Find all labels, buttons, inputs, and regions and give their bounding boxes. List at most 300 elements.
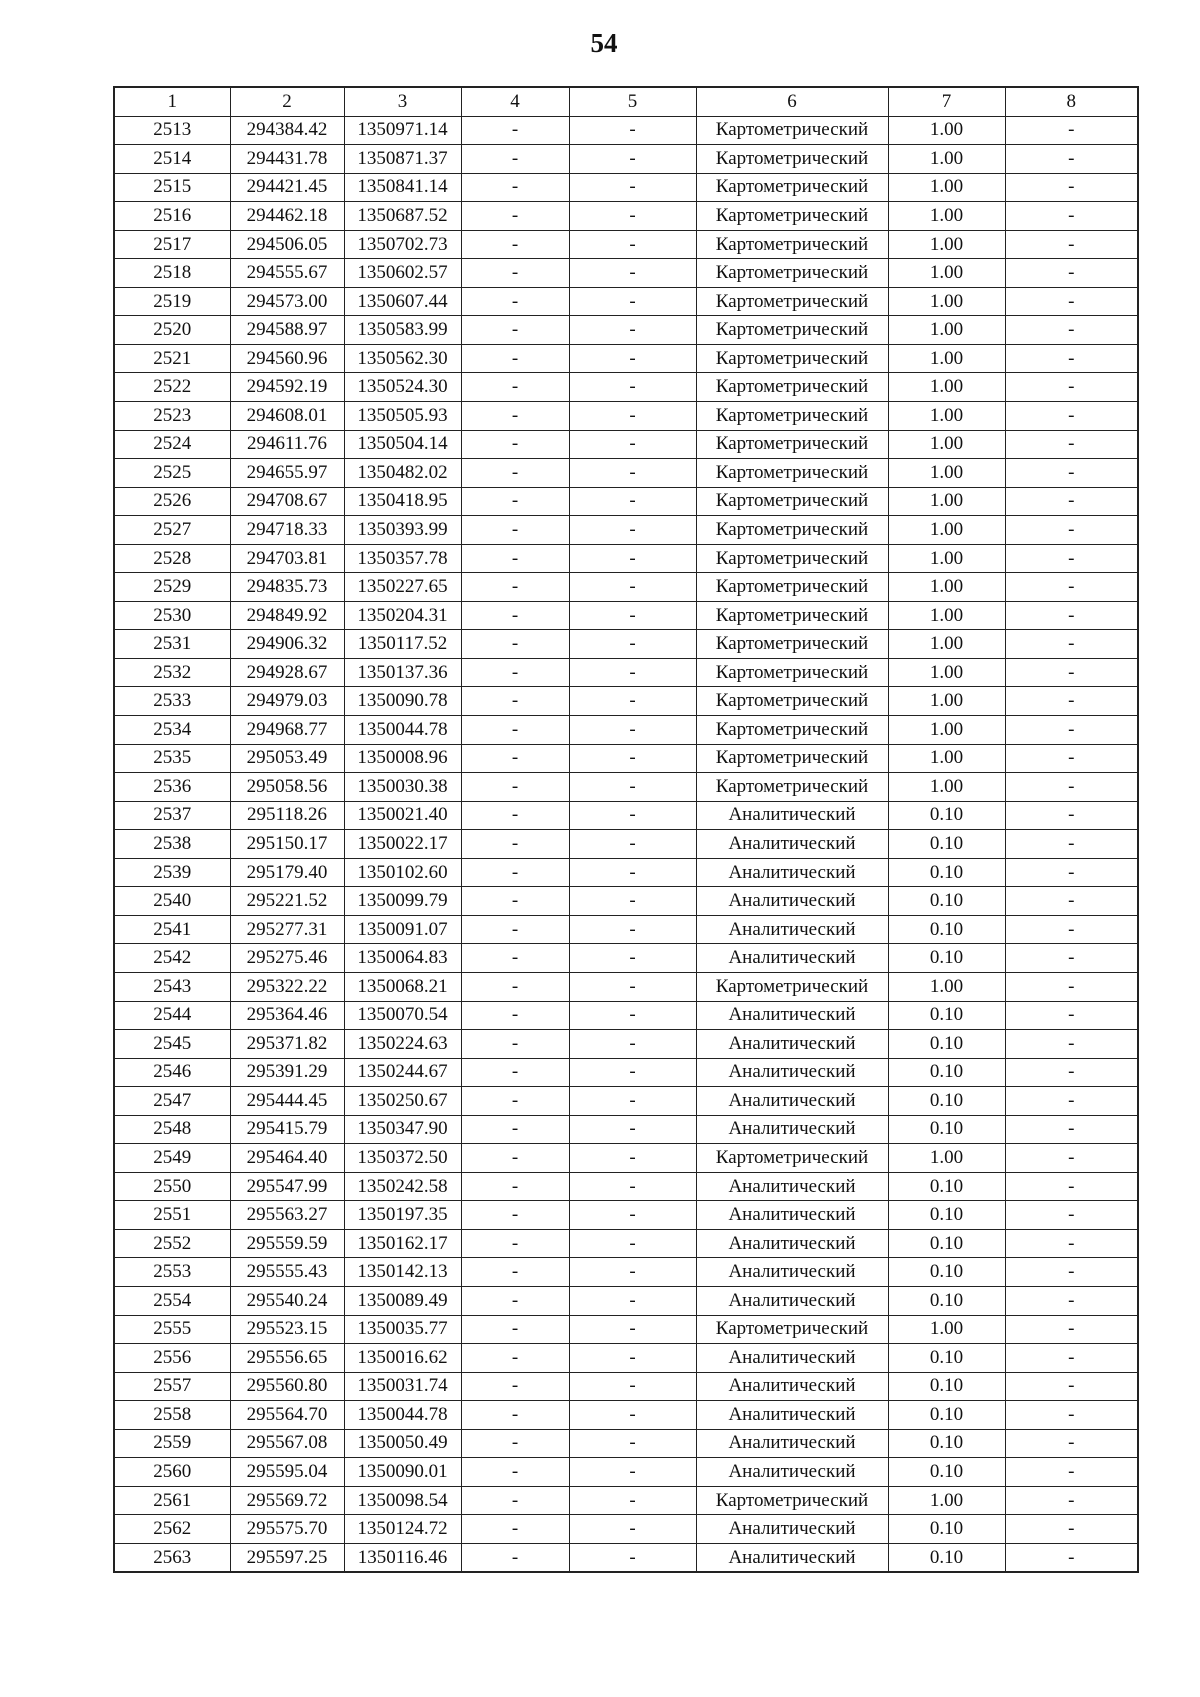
cell-point-number: 2554 [114, 1286, 230, 1315]
cell-x-coordinate: 295595.04 [230, 1458, 344, 1487]
cell-method: Аналитический [696, 1258, 888, 1287]
cell-y-coordinate: 1350022.17 [344, 830, 461, 859]
table-row [114, 1315, 1138, 1344]
cell-y-coordinate: 1350090.78 [344, 687, 461, 716]
cell-col-4: - [461, 716, 569, 745]
cell-col-5: - [569, 1115, 696, 1144]
cell-col-8: - [1005, 972, 1138, 1001]
cell-col-8: - [1005, 402, 1138, 431]
cell-col-4: - [461, 1229, 569, 1258]
table-row [114, 972, 1138, 1001]
cell-x-coordinate: 294421.45 [230, 173, 344, 202]
table-row [114, 944, 1138, 973]
cell-accuracy: 0.10 [888, 1344, 1005, 1373]
cell-y-coordinate: 1350418.95 [344, 487, 461, 516]
table-row [114, 601, 1138, 630]
cell-col-8: - [1005, 1030, 1138, 1059]
cell-method: Картометрический [696, 230, 888, 259]
cell-col-8: - [1005, 1144, 1138, 1173]
cell-x-coordinate: 295547.99 [230, 1172, 344, 1201]
cell-accuracy: 1.00 [888, 173, 1005, 202]
cell-col-5: - [569, 1429, 696, 1458]
cell-method: Картометрический [696, 373, 888, 402]
table-row [114, 544, 1138, 573]
cell-col-8: - [1005, 173, 1138, 202]
cell-col-4: - [461, 1201, 569, 1230]
cell-method: Аналитический [696, 1201, 888, 1230]
cell-accuracy: 1.00 [888, 773, 1005, 802]
cell-col-4: - [461, 1344, 569, 1373]
cell-col-4: - [461, 1001, 569, 1030]
cell-col-4: - [461, 687, 569, 716]
cell-y-coordinate: 1350116.46 [344, 1543, 461, 1572]
table-row [114, 316, 1138, 345]
cell-point-number: 2515 [114, 173, 230, 202]
cell-col-8: - [1005, 1258, 1138, 1287]
cell-col-8: - [1005, 1315, 1138, 1344]
cell-method: Аналитический [696, 1286, 888, 1315]
cell-col-4: - [461, 1372, 569, 1401]
cell-col-4: - [461, 487, 569, 516]
cell-accuracy: 1.00 [888, 287, 1005, 316]
cell-col-4: - [461, 1030, 569, 1059]
column-header-8: 8 [1005, 87, 1138, 116]
cell-point-number: 2542 [114, 944, 230, 973]
cell-col-8: - [1005, 344, 1138, 373]
table-row [114, 1258, 1138, 1287]
cell-method: Аналитический [696, 1229, 888, 1258]
cell-col-4: - [461, 373, 569, 402]
cell-col-8: - [1005, 316, 1138, 345]
table-row [114, 1515, 1138, 1544]
cell-y-coordinate: 1350064.83 [344, 944, 461, 973]
cell-method: Картометрический [696, 430, 888, 459]
cell-point-number: 2535 [114, 744, 230, 773]
cell-col-4: - [461, 116, 569, 145]
cell-col-8: - [1005, 1087, 1138, 1116]
cell-y-coordinate: 1350841.14 [344, 173, 461, 202]
cell-x-coordinate: 294718.33 [230, 516, 344, 545]
page-number: 54 [590, 28, 618, 58]
cell-y-coordinate: 1350204.31 [344, 601, 461, 630]
table-row [114, 1201, 1138, 1230]
cell-x-coordinate: 295118.26 [230, 801, 344, 830]
table-row [114, 915, 1138, 944]
table-row [114, 687, 1138, 716]
cell-accuracy: 1.00 [888, 402, 1005, 431]
cell-col-4: - [461, 1543, 569, 1572]
cell-method: Аналитический [696, 1115, 888, 1144]
cell-col-4: - [461, 1286, 569, 1315]
cell-x-coordinate: 295569.72 [230, 1486, 344, 1515]
cell-y-coordinate: 1350099.79 [344, 887, 461, 916]
cell-col-5: - [569, 1372, 696, 1401]
cell-x-coordinate: 295058.56 [230, 773, 344, 802]
cell-method: Аналитический [696, 1030, 888, 1059]
cell-col-4: - [461, 573, 569, 602]
cell-col-8: - [1005, 601, 1138, 630]
cell-col-8: - [1005, 287, 1138, 316]
cell-y-coordinate: 1350971.14 [344, 116, 461, 145]
cell-accuracy: 1.00 [888, 744, 1005, 773]
cell-col-4: - [461, 259, 569, 288]
cell-y-coordinate: 1350244.67 [344, 1058, 461, 1087]
cell-point-number: 2520 [114, 316, 230, 345]
cell-col-8: - [1005, 544, 1138, 573]
cell-col-8: - [1005, 830, 1138, 859]
cell-col-4: - [461, 601, 569, 630]
cell-point-number: 2549 [114, 1144, 230, 1173]
cell-y-coordinate: 1350035.77 [344, 1315, 461, 1344]
cell-col-5: - [569, 1486, 696, 1515]
table-row [114, 259, 1138, 288]
cell-accuracy: 0.10 [888, 830, 1005, 859]
cell-col-5: - [569, 344, 696, 373]
cell-method: Картометрический [696, 316, 888, 345]
cell-y-coordinate: 1350098.54 [344, 1486, 461, 1515]
cell-method: Аналитический [696, 1429, 888, 1458]
cell-col-4: - [461, 972, 569, 1001]
cell-col-8: - [1005, 1458, 1138, 1487]
cell-accuracy: 1.00 [888, 487, 1005, 516]
cell-point-number: 2534 [114, 716, 230, 745]
cell-accuracy: 0.10 [888, 1515, 1005, 1544]
cell-col-8: - [1005, 1372, 1138, 1401]
cell-col-5: - [569, 1543, 696, 1572]
table-row [114, 1229, 1138, 1258]
cell-col-8: - [1005, 116, 1138, 145]
cell-point-number: 2558 [114, 1401, 230, 1430]
cell-y-coordinate: 1350031.74 [344, 1372, 461, 1401]
cell-accuracy: 1.00 [888, 1315, 1005, 1344]
cell-col-4: - [461, 1401, 569, 1430]
cell-accuracy: 0.10 [888, 1372, 1005, 1401]
cell-col-5: - [569, 573, 696, 602]
cell-accuracy: 0.10 [888, 1258, 1005, 1287]
cell-method: Картометрический [696, 630, 888, 659]
cell-col-8: - [1005, 1286, 1138, 1315]
table-row [114, 658, 1138, 687]
cell-y-coordinate: 1350607.44 [344, 287, 461, 316]
cell-accuracy: 1.00 [888, 259, 1005, 288]
cell-x-coordinate: 294462.18 [230, 202, 344, 231]
column-header-4: 4 [461, 87, 569, 116]
cell-accuracy: 0.10 [888, 858, 1005, 887]
cell-accuracy: 1.00 [888, 373, 1005, 402]
cell-col-4: - [461, 915, 569, 944]
cell-col-8: - [1005, 1429, 1138, 1458]
cell-point-number: 2537 [114, 801, 230, 830]
cell-accuracy: 1.00 [888, 1486, 1005, 1515]
cell-col-8: - [1005, 773, 1138, 802]
cell-point-number: 2513 [114, 116, 230, 145]
cell-x-coordinate: 294555.67 [230, 259, 344, 288]
cell-x-coordinate: 295575.70 [230, 1515, 344, 1544]
table-row [114, 1543, 1138, 1572]
cell-y-coordinate: 1350562.30 [344, 344, 461, 373]
cell-y-coordinate: 1350162.17 [344, 1229, 461, 1258]
cell-col-4: - [461, 1172, 569, 1201]
cell-y-coordinate: 1350524.30 [344, 373, 461, 402]
cell-y-coordinate: 1350357.78 [344, 544, 461, 573]
cell-point-number: 2545 [114, 1030, 230, 1059]
cell-x-coordinate: 295221.52 [230, 887, 344, 916]
cell-col-8: - [1005, 687, 1138, 716]
cell-col-5: - [569, 944, 696, 973]
cell-method: Аналитический [696, 1344, 888, 1373]
cell-method: Картометрический [696, 716, 888, 745]
cell-x-coordinate: 294703.81 [230, 544, 344, 573]
cell-col-8: - [1005, 202, 1138, 231]
cell-y-coordinate: 1350583.99 [344, 316, 461, 345]
cell-x-coordinate: 295567.08 [230, 1429, 344, 1458]
column-header-2: 2 [230, 87, 344, 116]
cell-col-8: - [1005, 230, 1138, 259]
cell-col-8: - [1005, 145, 1138, 174]
cell-point-number: 2560 [114, 1458, 230, 1487]
cell-accuracy: 0.10 [888, 801, 1005, 830]
cell-col-5: - [569, 1344, 696, 1373]
table-row [114, 1429, 1138, 1458]
cell-method: Картометрический [696, 287, 888, 316]
cell-col-8: - [1005, 459, 1138, 488]
cell-x-coordinate: 295364.46 [230, 1001, 344, 1030]
cell-method: Картометрический [696, 687, 888, 716]
cell-x-coordinate: 295597.25 [230, 1543, 344, 1572]
cell-point-number: 2557 [114, 1372, 230, 1401]
cell-point-number: 2514 [114, 145, 230, 174]
cell-col-4: - [461, 344, 569, 373]
cell-col-5: - [569, 173, 696, 202]
cell-y-coordinate: 1350070.54 [344, 1001, 461, 1030]
cell-col-8: - [1005, 1344, 1138, 1373]
cell-col-8: - [1005, 1001, 1138, 1030]
cell-accuracy: 0.10 [888, 1429, 1005, 1458]
cell-col-4: - [461, 1058, 569, 1087]
table-row [114, 887, 1138, 916]
cell-y-coordinate: 1350102.60 [344, 858, 461, 887]
cell-accuracy: 0.10 [888, 887, 1005, 916]
table-row [114, 1087, 1138, 1116]
cell-col-8: - [1005, 887, 1138, 916]
cell-method: Аналитический [696, 1458, 888, 1487]
cell-point-number: 2524 [114, 430, 230, 459]
cell-method: Картометрический [696, 344, 888, 373]
cell-point-number: 2552 [114, 1229, 230, 1258]
cell-x-coordinate: 295555.43 [230, 1258, 344, 1287]
cell-x-coordinate: 294968.77 [230, 716, 344, 745]
cell-point-number: 2561 [114, 1486, 230, 1515]
cell-col-8: - [1005, 487, 1138, 516]
cell-col-4: - [461, 402, 569, 431]
cell-y-coordinate: 1350505.93 [344, 402, 461, 431]
cell-method: Аналитический [696, 1058, 888, 1087]
table-row [114, 630, 1138, 659]
cell-point-number: 2556 [114, 1344, 230, 1373]
cell-col-5: - [569, 230, 696, 259]
cell-x-coordinate: 294384.42 [230, 116, 344, 145]
cell-col-4: - [461, 459, 569, 488]
cell-col-5: - [569, 116, 696, 145]
cell-point-number: 2553 [114, 1258, 230, 1287]
cell-col-8: - [1005, 915, 1138, 944]
cell-x-coordinate: 295564.70 [230, 1401, 344, 1430]
cell-accuracy: 1.00 [888, 658, 1005, 687]
cell-col-5: - [569, 744, 696, 773]
cell-col-5: - [569, 1286, 696, 1315]
cell-accuracy: 1.00 [888, 316, 1005, 345]
cell-accuracy: 1.00 [888, 116, 1005, 145]
cell-col-4: - [461, 830, 569, 859]
table-row [114, 202, 1138, 231]
cell-col-8: - [1005, 1543, 1138, 1572]
column-header-3: 3 [344, 87, 461, 116]
table-row [114, 801, 1138, 830]
cell-method: Картометрический [696, 173, 888, 202]
cell-y-coordinate: 1350008.96 [344, 744, 461, 773]
cell-x-coordinate: 294592.19 [230, 373, 344, 402]
cell-x-coordinate: 294560.96 [230, 344, 344, 373]
table-row [114, 716, 1138, 745]
cell-x-coordinate: 295523.15 [230, 1315, 344, 1344]
table-row [114, 430, 1138, 459]
cell-accuracy: 0.10 [888, 1030, 1005, 1059]
cell-method: Картометрический [696, 202, 888, 231]
cell-x-coordinate: 294611.76 [230, 430, 344, 459]
cell-point-number: 2533 [114, 687, 230, 716]
cell-accuracy: 0.10 [888, 1058, 1005, 1087]
cell-col-5: - [569, 1001, 696, 1030]
cell-accuracy: 1.00 [888, 544, 1005, 573]
table-row [114, 1372, 1138, 1401]
cell-accuracy: 0.10 [888, 1087, 1005, 1116]
cell-col-5: - [569, 259, 696, 288]
cell-col-5: - [569, 1087, 696, 1116]
cell-col-8: - [1005, 259, 1138, 288]
cell-method: Картометрический [696, 1315, 888, 1344]
cell-accuracy: 1.00 [888, 202, 1005, 231]
cell-col-4: - [461, 744, 569, 773]
cell-y-coordinate: 1350044.78 [344, 1401, 461, 1430]
cell-method: Аналитический [696, 1401, 888, 1430]
table-row [114, 573, 1138, 602]
cell-x-coordinate: 295053.49 [230, 744, 344, 773]
cell-y-coordinate: 1350224.63 [344, 1030, 461, 1059]
cell-method: Аналитический [696, 801, 888, 830]
cell-col-5: - [569, 915, 696, 944]
cell-col-4: - [461, 944, 569, 973]
cell-col-4: - [461, 630, 569, 659]
cell-accuracy: 0.10 [888, 1201, 1005, 1230]
cell-y-coordinate: 1350089.49 [344, 1286, 461, 1315]
table-row [114, 230, 1138, 259]
cell-y-coordinate: 1350117.52 [344, 630, 461, 659]
cell-method: Картометрический [696, 1144, 888, 1173]
cell-method: Картометрический [696, 601, 888, 630]
cell-col-5: - [569, 516, 696, 545]
column-header-5: 5 [569, 87, 696, 116]
cell-method: Картометрический [696, 259, 888, 288]
cell-method: Аналитический [696, 1372, 888, 1401]
cell-point-number: 2516 [114, 202, 230, 231]
cell-method: Аналитический [696, 887, 888, 916]
cell-y-coordinate: 1350602.57 [344, 259, 461, 288]
cell-col-8: - [1005, 1401, 1138, 1430]
table-row [114, 116, 1138, 145]
cell-col-4: - [461, 430, 569, 459]
cell-accuracy: 0.10 [888, 1172, 1005, 1201]
cell-accuracy: 1.00 [888, 972, 1005, 1001]
cell-y-coordinate: 1350142.13 [344, 1258, 461, 1287]
cell-x-coordinate: 295275.46 [230, 944, 344, 973]
cell-y-coordinate: 1350016.62 [344, 1344, 461, 1373]
table-row [114, 1486, 1138, 1515]
cell-col-5: - [569, 801, 696, 830]
cell-accuracy: 0.10 [888, 1401, 1005, 1430]
cell-accuracy: 0.10 [888, 1229, 1005, 1258]
cell-method: Аналитический [696, 915, 888, 944]
cell-accuracy: 1.00 [888, 230, 1005, 259]
cell-col-4: - [461, 773, 569, 802]
cell-x-coordinate: 294979.03 [230, 687, 344, 716]
cell-col-5: - [569, 972, 696, 1001]
cell-col-5: - [569, 1458, 696, 1487]
cell-col-8: - [1005, 1229, 1138, 1258]
table-row [114, 1058, 1138, 1087]
cell-y-coordinate: 1350197.35 [344, 1201, 461, 1230]
cell-y-coordinate: 1350687.52 [344, 202, 461, 231]
cell-col-4: - [461, 801, 569, 830]
cell-x-coordinate: 295277.31 [230, 915, 344, 944]
table-row [114, 516, 1138, 545]
table-row [114, 830, 1138, 859]
cell-point-number: 2540 [114, 887, 230, 916]
cell-point-number: 2525 [114, 459, 230, 488]
cell-col-5: - [569, 773, 696, 802]
table-row [114, 773, 1138, 802]
cell-method: Картометрический [696, 487, 888, 516]
cell-x-coordinate: 294849.92 [230, 601, 344, 630]
cell-col-5: - [569, 1515, 696, 1544]
cell-method: Картометрический [696, 658, 888, 687]
cell-y-coordinate: 1350050.49 [344, 1429, 461, 1458]
cell-col-4: - [461, 316, 569, 345]
cell-point-number: 2519 [114, 287, 230, 316]
cell-method: Картометрический [696, 773, 888, 802]
cell-y-coordinate: 1350044.78 [344, 716, 461, 745]
cell-point-number: 2526 [114, 487, 230, 516]
cell-accuracy: 1.00 [888, 1144, 1005, 1173]
cell-col-5: - [569, 459, 696, 488]
cell-method: Аналитический [696, 1087, 888, 1116]
cell-col-4: - [461, 887, 569, 916]
table-row [114, 402, 1138, 431]
cell-point-number: 2555 [114, 1315, 230, 1344]
cell-x-coordinate: 295415.79 [230, 1115, 344, 1144]
cell-x-coordinate: 295179.40 [230, 858, 344, 887]
cell-col-5: - [569, 1172, 696, 1201]
coordinates-table [113, 86, 1139, 1573]
cell-accuracy: 0.10 [888, 1115, 1005, 1144]
cell-col-5: - [569, 601, 696, 630]
cell-x-coordinate: 295464.40 [230, 1144, 344, 1173]
cell-col-5: - [569, 1315, 696, 1344]
cell-col-4: - [461, 1486, 569, 1515]
cell-col-5: - [569, 887, 696, 916]
table-row [114, 344, 1138, 373]
cell-x-coordinate: 295563.27 [230, 1201, 344, 1230]
cell-col-5: - [569, 716, 696, 745]
